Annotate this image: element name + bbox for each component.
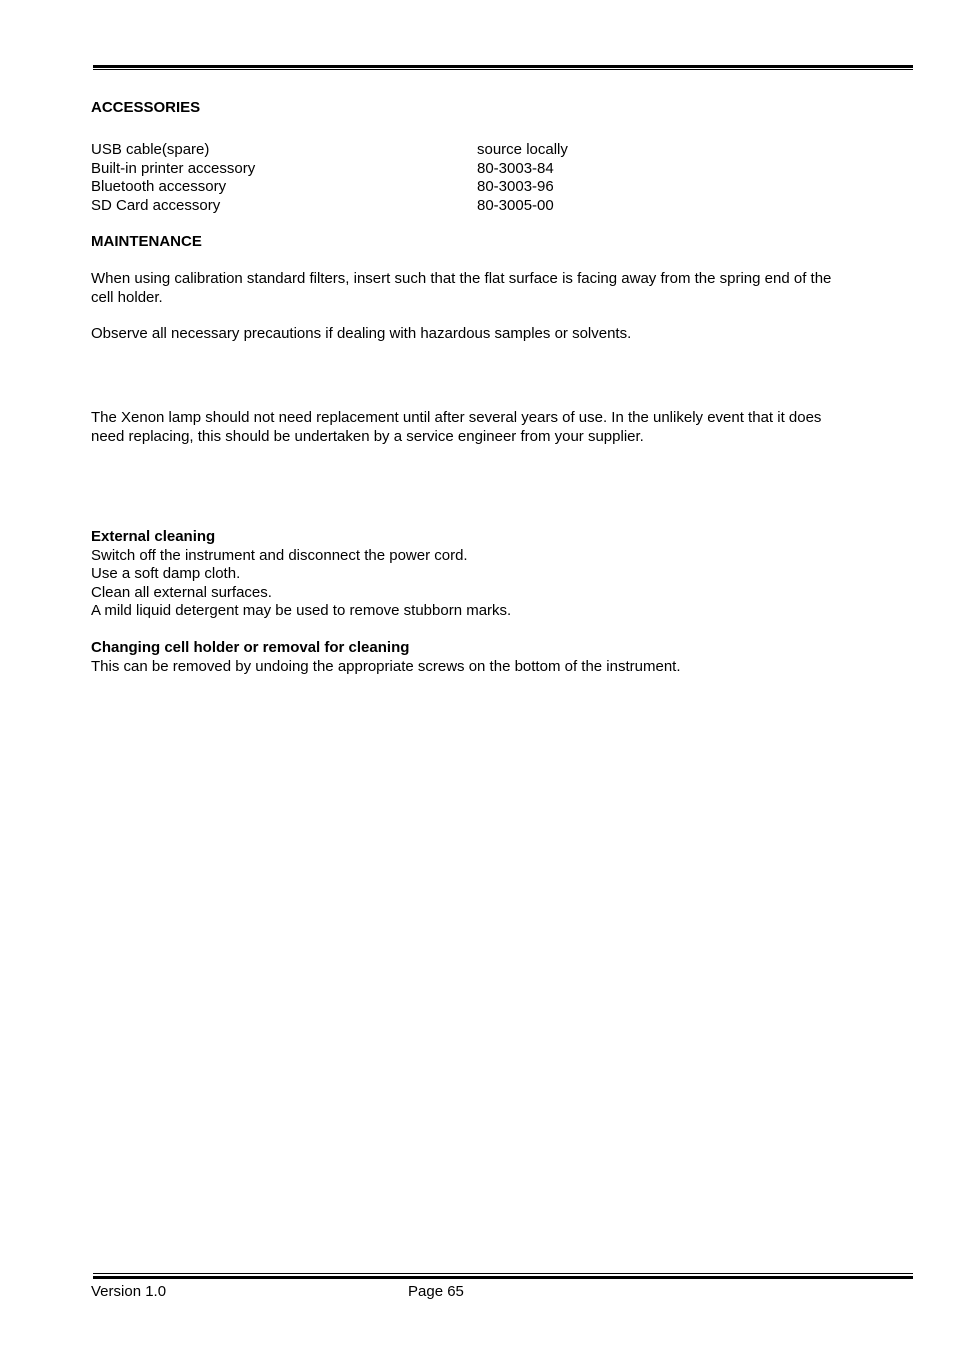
list-item	[91, 141, 691, 160]
paragraph-line: The Xenon lamp should not need replacement until after several years of use. In the unlikely event that it does	[91, 409, 822, 426]
header-rule-thick	[93, 65, 913, 68]
paragraph-line: Observe all necessary precautions if dealing with hazardous samples or solvents.	[91, 325, 632, 342]
external-cleaning-section	[91, 528, 891, 621]
paragraph-line: Switch off the instrument and disconnect the power cord.	[91, 546, 468, 564]
paragraph-line: A mild liquid detergent may be used to remove stubborn marks.	[91, 602, 512, 619]
xenon-lamp-paragraph	[91, 409, 891, 446]
precautions-paragraph	[91, 325, 891, 344]
paragraph-line: Clean all external surfaces.	[91, 583, 272, 601]
accessory-name: USB cable(spare)	[91, 141, 210, 158]
calibration-paragraph	[91, 270, 891, 307]
accessory-code: 80-3003-84	[477, 159, 554, 177]
footer-rule-thick	[93, 1276, 913, 1279]
accessory-code: source locally	[477, 141, 568, 158]
accessory-name: Built-in printer accessory	[91, 159, 256, 177]
cell-holder-heading: Changing cell holder or removal for cleaning	[91, 639, 410, 656]
header-rule-thin	[93, 69, 913, 70]
paragraph-line: When using calibration standard filters, insert such that the flat surface is facing away from the spring end of the	[91, 270, 832, 287]
paragraph-line: cell holder.	[91, 288, 163, 306]
accessory-name: SD Card accessory	[91, 196, 221, 214]
footer-rule-thin	[93, 1273, 913, 1274]
footer-version: Version 1.0	[91, 1283, 167, 1300]
accessories-heading: ACCESSORIES	[91, 99, 201, 116]
list-item	[91, 197, 691, 216]
paragraph-line: need replacing, this should be undertaken by a service engineer from your supplier.	[91, 427, 644, 445]
footer-page-number: Page 65	[408, 1283, 464, 1300]
paragraph-line: Use a soft damp cloth.	[91, 565, 241, 582]
cell-holder-section	[91, 639, 891, 676]
list-item	[91, 160, 691, 179]
paragraph-line: This can be removed by undoing the appropriate screws on the bottom of the instrument.	[91, 657, 681, 675]
accessory-code: 80-3003-96	[477, 178, 554, 195]
list-item	[91, 178, 691, 197]
accessory-name: Bluetooth accessory	[91, 178, 227, 195]
accessories-list	[91, 141, 691, 215]
maintenance-heading: MAINTENANCE	[91, 233, 202, 250]
accessory-code: 80-3005-00	[477, 196, 554, 214]
external-cleaning-heading: External cleaning	[91, 528, 216, 545]
